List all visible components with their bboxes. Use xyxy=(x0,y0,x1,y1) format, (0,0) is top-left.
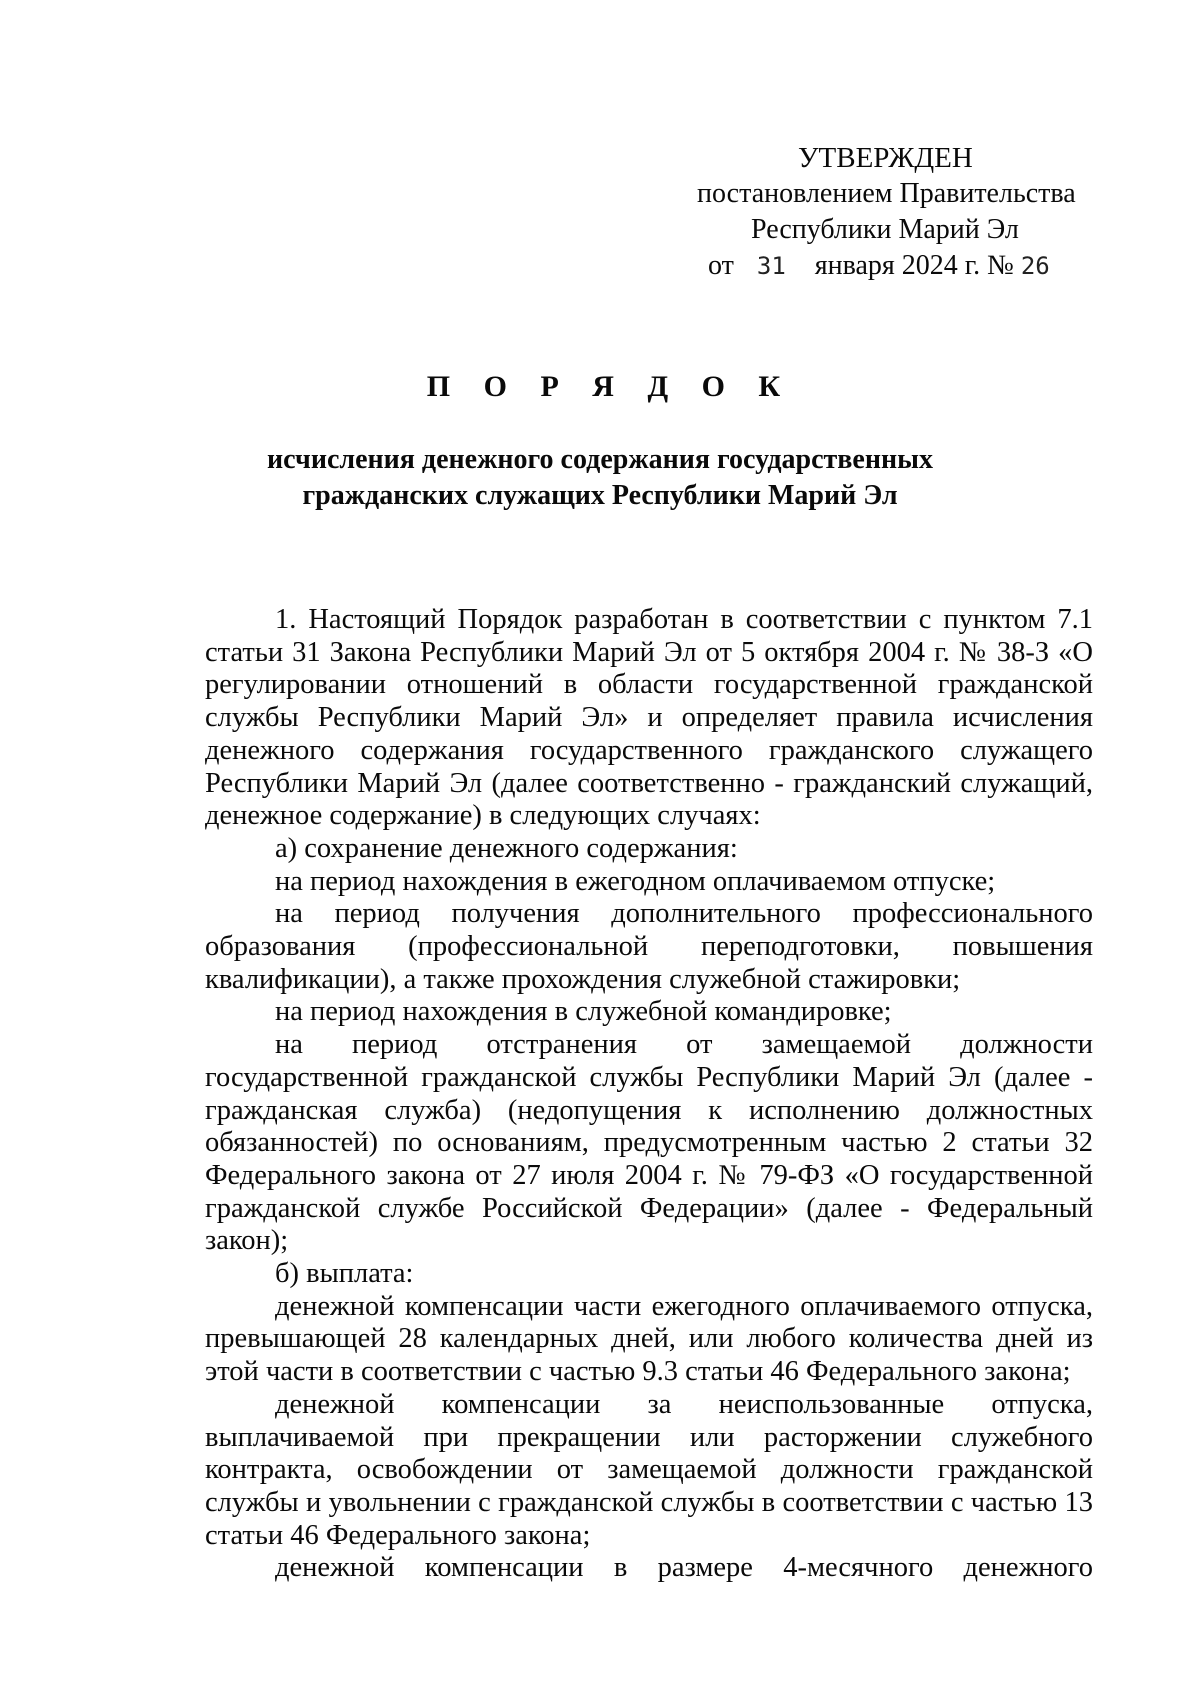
document-title: П О Р Я Д О К xyxy=(426,370,794,403)
paragraph-b-item-3: денежной компенсации в размере 4-месячного денежного xyxy=(275,1552,1093,1584)
paragraph-a-item-3: на период нахождения в служебной командировке; xyxy=(275,996,892,1028)
date-day: 31 xyxy=(756,252,786,280)
paragraph-b-item-2: денежной компенсации за неиспользованные отпуска, выплачиваемой при прекращении или расторжении служебного контракта, освобождении от замещаемой должности гражданской службы и увольнении с гражданской службы в соответствии с частью 13 статьи 46 Федерального закона; xyxy=(205,1388,1093,1551)
subtitle-line-2: гражданских служащих Республики Марий Эл xyxy=(302,480,898,511)
paragraph-a-item-1: на период нахождения в ежегодном оплачиваемом отпуске; xyxy=(275,865,996,897)
paragraph-b-item-1: денежной компенсации части ежегодного оплачиваемого отпуска, превышающей 28 календарных дней, или любого количества дней из этой части в соответствии с частью 9.3 статьи 46 Федерального закона; xyxy=(205,1290,1093,1388)
document-body xyxy=(205,604,1093,1585)
approval-republic: Республики Марий Эл xyxy=(751,214,1019,245)
approval-block xyxy=(680,140,1100,284)
paragraph-a-item-4: на период отстранения от замещаемой должности государственной гражданской службы Республики Марий Эл (далее - гражданская служба) (недопущения к исполнению должностных обязанностей) по основаниям, предусмотренным частью 2 статьи 32 Федерального закона от 27 июля 2004 г. № 79-ФЗ «О государственной гражданской службе Российской Федерации» (далее - Федеральный закон); xyxy=(205,1029,1093,1257)
paragraph-b: б) выплата: xyxy=(275,1258,414,1290)
date-prefix: от xyxy=(708,250,734,281)
subtitle-line-1: исчисления денежного содержания государственных xyxy=(267,444,933,475)
paragraph-1: 1. Настоящий Порядок разработан в соответствии с пунктом 7.1 статьи 31 Закона Республики Марий Эл от 5 октября 2004 г. № 38-З «О регулировании отношений в области государственной гражданской службы Республики Марий Эл» и определяет правила исчисления денежного содержания государственного гражданского служащего Республики Марий Эл (далее соответственно - гражданский служащий, денежное содержание) в следующих случаях: xyxy=(205,604,1093,832)
paragraph-a-item-2: на период получения дополнительного профессионального образования (профессиональной переподготовки, повышения квалификации), а также прохождения служебной стажировки; xyxy=(205,898,1093,995)
approval-heading: УТВЕРЖДЕН xyxy=(798,142,973,174)
paragraph-a: а) сохранение денежного содержания: xyxy=(275,832,738,864)
date-rest: января 2024 г. № xyxy=(814,250,1014,281)
document-subtitle xyxy=(0,442,1200,514)
approval-authority: постановлением Правительства xyxy=(697,178,1076,209)
document-number: 26 xyxy=(1020,252,1050,280)
approval-date-line xyxy=(680,248,1100,284)
